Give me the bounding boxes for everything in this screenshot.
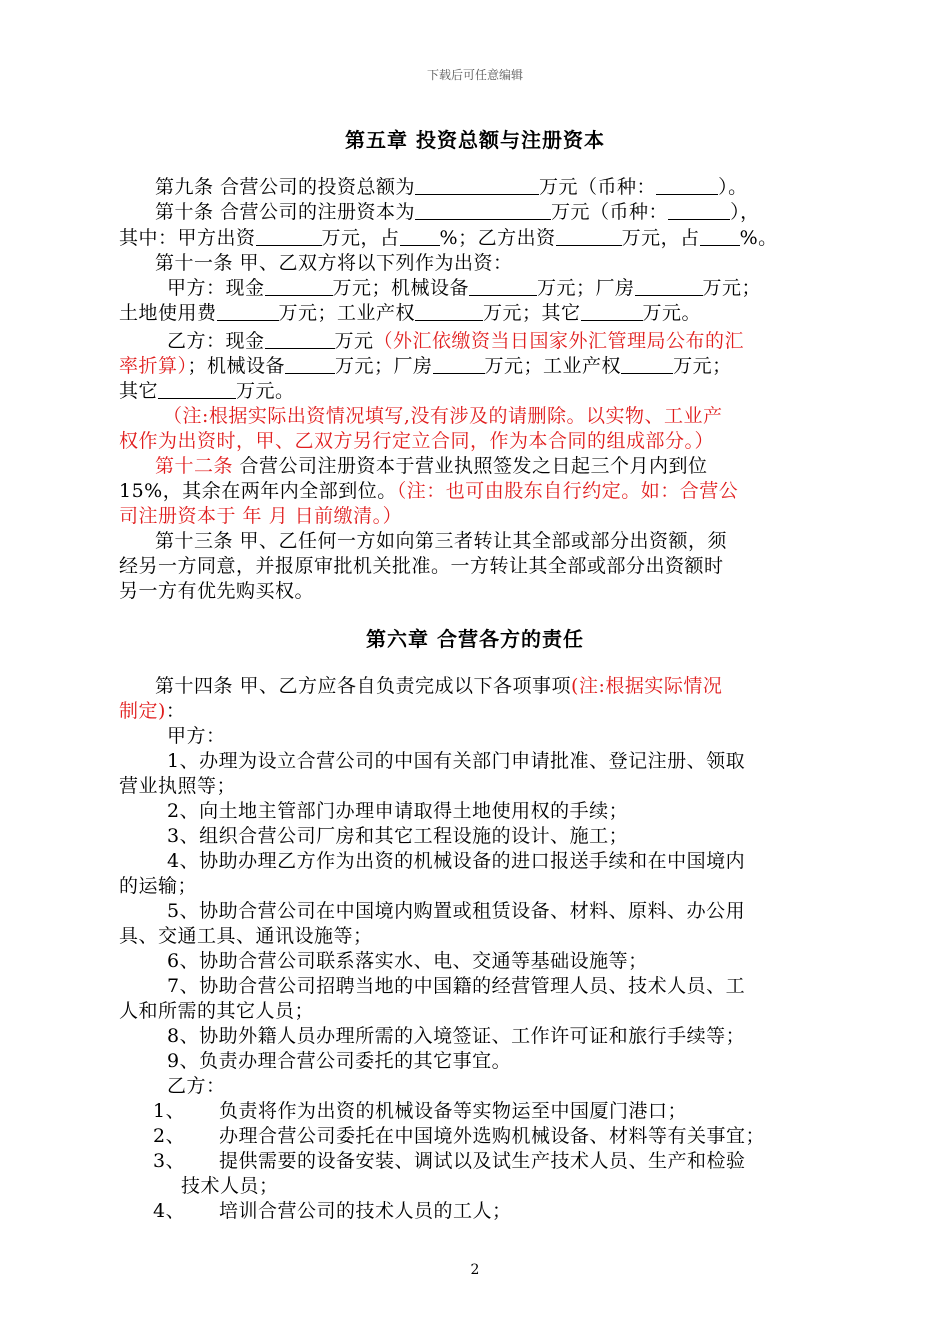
party-b-contribution-3: 其它 万元。 <box>119 380 295 402</box>
article-14-line-2: 制定)： <box>119 700 186 722</box>
blank-currency-2 <box>668 201 730 220</box>
party-a-item: 人和所需的其它人员； <box>119 1000 315 1022</box>
party-a-contribution-1: 甲方：现金 万元；机械设备 万元；厂房 万元； <box>167 277 762 299</box>
blank <box>469 277 537 296</box>
party-a-item: 1、办理为设立合营公司的中国有关部门申请批准、登记注册、领取 <box>167 750 746 772</box>
party-b-item: 技术人员； <box>181 1175 279 1197</box>
page-number: 2 <box>470 1262 480 1278</box>
blank <box>400 227 440 246</box>
party-a-label: 甲方： <box>167 725 226 747</box>
article-9: 第九条 合营公司的投资总额为 万元（币种： ）。 <box>155 176 748 198</box>
party-b-contribution-2: 率折算）；机械设备 万元；厂房 万元；工业产权 万元； <box>119 355 732 377</box>
article-12-line-2: 15%，其余在两年内全部到位。（注：也可由股东自行约定。如：合营公 <box>119 480 739 502</box>
blank <box>415 302 483 321</box>
blank <box>265 277 333 296</box>
party-b-item: 1、 负责将作为出资的机械设备等实物运至中国厦门港口； <box>153 1100 688 1122</box>
party-a-item: 4、协助办理乙方作为出资的机械设备的进口报送手续和在中国境内 <box>167 850 746 872</box>
party-a-contribution-2: 土地使用费 万元；工业产权 万元；其它 万元。 <box>119 302 702 324</box>
article-12: 第十二条 合营公司注册资本于营业执照签发之日起三个月内到位 <box>155 455 708 477</box>
blank <box>285 355 335 374</box>
party-b-item: 2、 办理合营公司委托在中国境外选购机械设备、材料等有关事宜； <box>153 1125 766 1147</box>
article-13-line-3: 另一方有优先购买权。 <box>119 580 315 602</box>
chapter-6-title: 第六章 合营各方的责任 <box>366 627 584 651</box>
article-10: 第十条 合营公司的注册资本为 万元（币种： ）， <box>155 201 760 223</box>
blank <box>635 277 703 296</box>
party-a-item: 2、向土地主管部门办理申请取得土地使用权的手续； <box>167 800 629 822</box>
party-a-item: 营业执照等； <box>119 775 237 797</box>
blank <box>265 330 335 349</box>
article-13: 第十三条 甲、乙任何一方如向第三者转让其全部或部分出资额，须 <box>155 530 728 552</box>
blank-registered-capital <box>415 201 551 220</box>
party-a-item: 6、协助合营公司联系落实水、电、交通等基础设施等； <box>167 950 648 972</box>
party-b-item: 3、 提供需要的设备安装、调试以及试生产技术人员、生产和检验 <box>153 1150 746 1172</box>
header-note: 下载后可任意编辑 <box>426 68 523 82</box>
party-a-item: 的运输； <box>119 875 198 897</box>
article-12-line-3: 司注册资本于 年 月 日前缴清。） <box>119 505 403 527</box>
blank <box>621 355 673 374</box>
article-11: 第十一条 甲、乙双方将以下列作为出资： <box>155 252 513 274</box>
party-b-item: 4、 培训合营公司的技术人员的工人； <box>153 1200 512 1222</box>
blank <box>256 227 322 246</box>
blank <box>217 302 279 321</box>
article-14: 第十四条 甲、乙方应各自负责完成以下各项事项(注:根据实际情况 <box>155 675 723 697</box>
article-13-line-2: 经另一方同意，并报原审批机关批准。一方转让其全部或部分出资额时 <box>119 555 724 577</box>
note-contribution-1: （注:根据实际出资情况填写,没有涉及的请删除。以实物、工业产 <box>163 405 723 427</box>
party-a-item: 8、协助外籍人员办理所需的入境签证、工作许可证和旅行手续等； <box>167 1025 746 1047</box>
chapter-5-title: 第五章 投资总额与注册资本 <box>345 128 605 152</box>
blank <box>581 302 643 321</box>
blank <box>556 227 622 246</box>
party-a-item: 5、协助合营公司在中国境内购置或租赁设备、材料、原料、办公用 <box>167 900 746 922</box>
article-10-line-2: 其中：甲方出资 万元，占 %；乙方出资 万元，占 %。 <box>119 227 778 249</box>
blank <box>158 380 236 399</box>
blank-currency <box>656 176 718 195</box>
note-contribution-2: 权作为出资时，甲、乙双方另行定立合同，作为本合同的组成部分。） <box>119 430 715 452</box>
party-a-item: 3、组织合营公司厂房和其它工程设施的设计、施工； <box>167 825 629 847</box>
party-a-item: 9、负责办理合营公司委托的其它事宜。 <box>167 1050 512 1072</box>
blank-total-investment <box>415 176 539 195</box>
party-b-label: 乙方： <box>167 1075 226 1097</box>
blank <box>433 355 485 374</box>
party-b-contribution-1: 乙方：现金 万元（外汇依缴资当日国家外汇管理局公布的汇 <box>167 330 745 352</box>
party-a-item: 7、协助合营公司招聘当地的中国籍的经营管理人员、技术人员、工 <box>167 975 746 997</box>
blank <box>700 227 740 246</box>
party-a-item: 具、交通工具、通讯设施等； <box>119 925 373 947</box>
